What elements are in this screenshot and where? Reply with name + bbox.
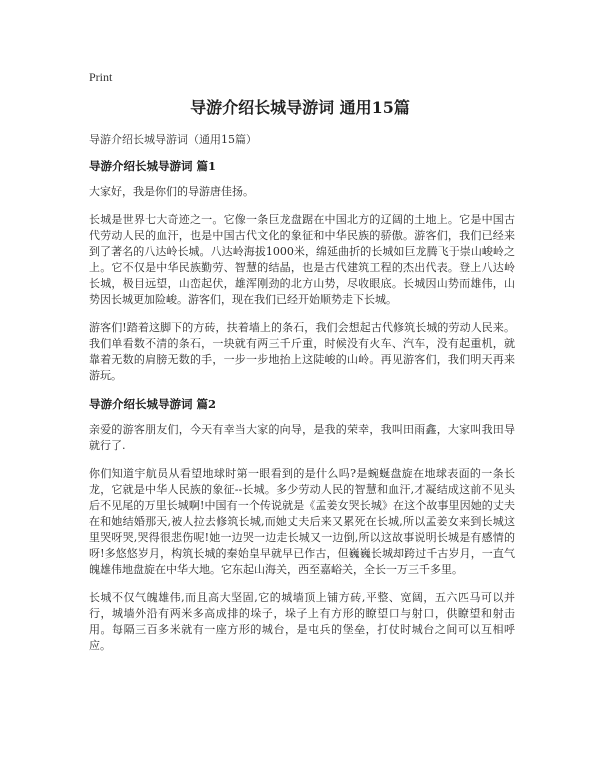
document-body: [89, 132, 515, 666]
paragraph: 游客们!踏着这脚下的方砖，扶着墙上的条石，我们会想起古代修筑长城的劳动人民来。我们单看数不清的条石，一块就有两三千斤重，时候没有火车、汽车，没有起重机，就靠着无数的肩膀无数的手，一步一步地抬上这陡峻的山岭。再见游客们，我们明天再来游玩。: [89, 321, 515, 382]
paragraph: 你们知道宇航员从看望地球时第一眼看到的是什么吗?是蜿蜒盘旋在地球表面的一条长龙，它就是中华人民族的象征--长城。多少劳动人民的智慧和血汗,才凝结成这前不见头后不见尾的万里长城啊!中国有一个传说就是《孟姜女哭长城》在这个故事里因她的丈夫在和她结婚那天,被人拉去修筑长城,而她丈夫后来又累死在长城,所以孟姜女来到长城这里哭呀哭,哭得很悲伤呢!她一边哭一边走长城又一边倒,所以这故事说明长城是有感情的呀!多悠悠岁月，构筑长城的秦始皇早就早已作古，但巍巍长城却跨过千古岁月，一直气魄雄伟地盘旋在中华大地。它东起山海关，西至嘉峪关，全长一万三千多里。: [89, 467, 515, 576]
print-label: Print: [89, 70, 113, 84]
paragraph: 大家好，我是你们的导游唐佳扬。: [89, 185, 254, 198]
section-heading: 导游介绍长城导游词 篇2: [89, 397, 217, 411]
paragraph: 亲爱的游客朋友们，今天有幸当大家的向导，是我的荣幸，我叫田雨鑫，大家叫我田导就行了.: [89, 423, 515, 452]
section-heading: 导游介绍长城导游词 篇1: [89, 159, 217, 173]
section-2: [89, 396, 515, 654]
section-1: [89, 158, 515, 384]
paragraph: 长城不仅气魄雄伟,而且高大坚固,它的城墙顶上铺方砖,平整、宽阔，五六匹马可以并行，城墙外沿有两米多高成排的垛子，垛子上有方形的瞭望口与射口，供瞭望和射击用。每隔三百多米就有一座方形的城台，是屯兵的堡垒，打仗时城台之间可以互相呼应。: [89, 591, 515, 652]
document-subtitle: 导游介绍长城导游词（通用15篇）: [89, 133, 257, 146]
paragraph: 长城是世界七大奇迹之一。它像一条巨龙盘踞在中国北方的辽阔的土地上。它是中国古代劳动人民的血汗，也是中国古代文化的象征和中华民族的骄傲。游客们，我们已经来到了著名的八达岭长城。八达岭海拔1000米，绵延曲折的长城如巨龙腾飞于崇山峻岭之上。它不仅是中华民族勤劳、智慧的结晶，也是古代建筑工程的杰出代表。登上八达岭长城，极目远望，山峦起伏，雄浑刚劲的北方山势，尽收眼底。长城因山势而雄伟，山势因长城更加险峻。游客们，现在我们已经开始顺势走下长城。: [89, 213, 515, 306]
document-title: 导游介绍长城导游词 通用15篇: [190, 98, 410, 117]
